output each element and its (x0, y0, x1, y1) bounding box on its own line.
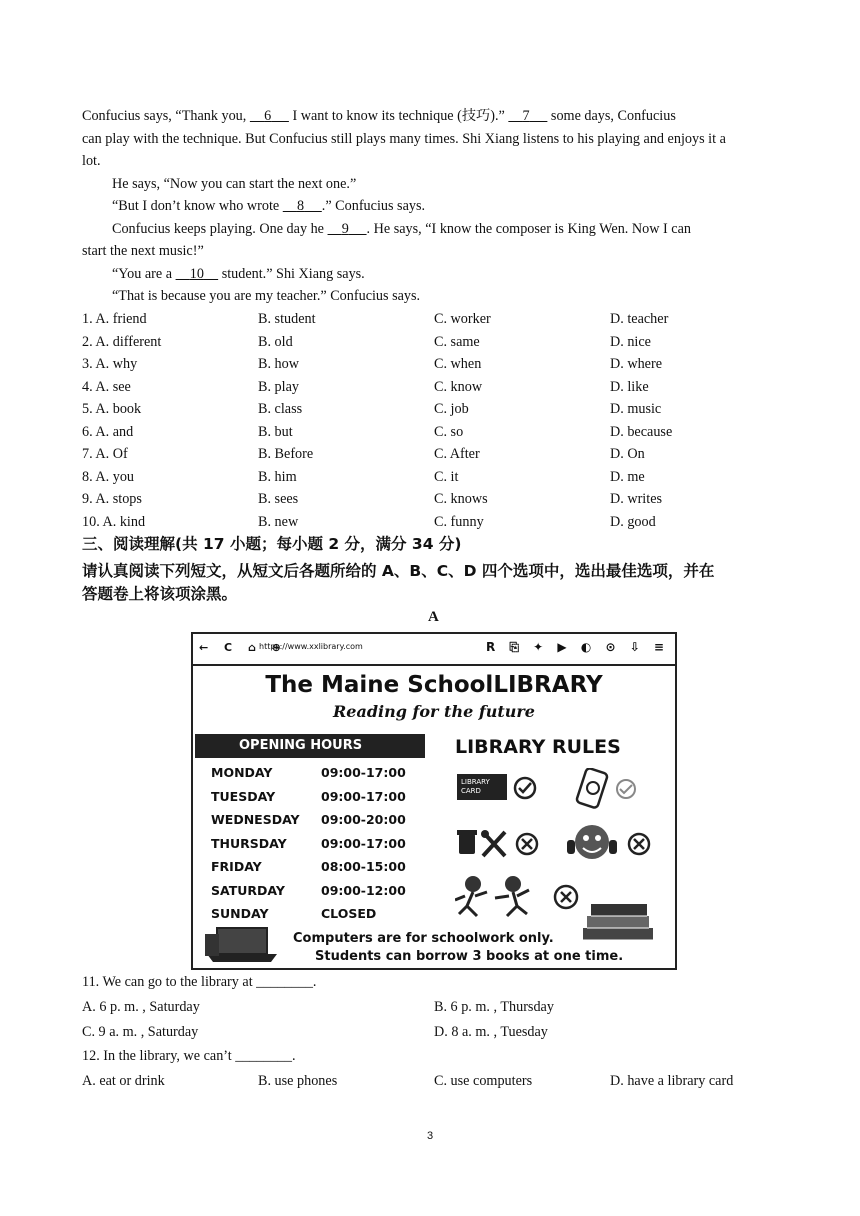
library-title: The Maine SchoolLIBRARY (265, 672, 603, 698)
library-rules-heading: LIBRARY RULES (455, 736, 621, 758)
hours-row (211, 883, 431, 907)
cross-icon (553, 884, 579, 910)
option-d[interactable]: D. nice (610, 333, 651, 350)
option-d[interactable]: D. where (610, 356, 662, 372)
browser-toolbar-icons: R ⎘ ✦ ▶ ◐ ⊙ ⇩ ≡ (485, 640, 669, 654)
blank-7: 7 (522, 108, 530, 124)
option-c[interactable]: C. After (434, 446, 480, 462)
option-d[interactable]: D. because (610, 423, 673, 440)
option-d[interactable]: D. good (610, 513, 656, 530)
headphones-icon (563, 822, 621, 862)
hours-row (211, 812, 431, 836)
cloze-option-row (82, 378, 772, 396)
option-c[interactable]: C. so (434, 423, 464, 440)
opening-hours-list (211, 765, 431, 930)
passage-line-8: “You are a 10 student.” Shi Xiang says. (112, 266, 365, 282)
passage-line-3: lot. (82, 153, 101, 169)
passage-line-6: Confucius keeps playing. One day he 9 . He says, “I know the composer is King Wen. Now I can (112, 221, 691, 237)
rules-icons (455, 774, 665, 934)
hours-time: 08:00-15:00 (321, 859, 406, 874)
option-a[interactable]: 3. A. why (82, 356, 138, 372)
passage-line-9: “That is because you are my teacher.” Confucius says. (112, 288, 421, 304)
cloze-option-row (82, 513, 772, 531)
option-b[interactable]: B. play (258, 378, 299, 395)
browser-bar (193, 634, 675, 666)
option-c[interactable]: C. 9 a. m. , Saturday (82, 1024, 199, 1040)
option-c[interactable]: C. job (434, 401, 469, 417)
option-a[interactable]: 4. A. see (82, 378, 131, 395)
option-d[interactable]: D. me (610, 468, 645, 485)
passage-line-7: start the next music!” (82, 243, 204, 259)
option-d[interactable]: D. 8 a. m. , Tuesday (434, 1024, 548, 1040)
section-instruction-2: 答题卷上将该项涂黑。 (82, 585, 238, 603)
option-b[interactable]: B. him (258, 468, 297, 485)
option-c[interactable]: C. knows (434, 491, 488, 507)
check-icon (513, 776, 537, 800)
option-b[interactable]: B. student (258, 311, 316, 327)
option-d[interactable]: D. music (610, 401, 662, 417)
passage-line-2: can play with the technique. But Confucius still plays many times. Shi Xiang listens to his playing and enjoys it a (82, 131, 726, 147)
question-12: 12. In the library, we can’t ________. (82, 1048, 296, 1064)
cloze-option-row (82, 445, 772, 463)
library-footer (293, 930, 623, 966)
footer-line-2: Students can borrow 3 books at one time. (315, 949, 624, 964)
hours-time: 09:00-17:00 (321, 788, 406, 804)
browser-nav-icons: ← C ⌂ ⊕ (199, 641, 287, 654)
option-b[interactable]: B. how (258, 356, 299, 372)
opening-hours-heading: OPENING HOURS (195, 734, 425, 758)
option-a[interactable]: A. eat or drink (82, 1073, 165, 1089)
running-kids-icon (455, 874, 545, 920)
cloze-option-row (82, 490, 772, 508)
question-11: 11. We can go to the library at ________. (82, 974, 317, 990)
cloze-option-row (82, 333, 772, 351)
hours-row (211, 789, 431, 813)
option-b[interactable]: B. sees (258, 491, 299, 507)
check-icon (615, 778, 637, 800)
passage-text: Confucius says, “Thank you, (82, 108, 250, 124)
option-c[interactable]: C. when (434, 356, 482, 372)
hours-time: 09:00-12:00 (321, 882, 406, 898)
option-c[interactable]: C. worker (434, 311, 491, 327)
cross-icon (515, 832, 539, 856)
food-drink-icon (457, 828, 513, 858)
hours-day: TUESDAY (211, 788, 276, 804)
library-card-icon: LIBRARY CARD (457, 774, 507, 800)
library-subtitle: Reading for the future (333, 702, 535, 721)
hours-day: SATURDAY (211, 882, 285, 898)
option-b[interactable]: B. class (258, 401, 303, 417)
option-a[interactable]: 5. A. book (82, 401, 142, 417)
passage-line-4: He says, “Now you can start the next one.” (112, 176, 357, 192)
hours-time: 09:00-17:00 (321, 835, 406, 851)
option-d[interactable]: D. On (610, 446, 645, 462)
cloze-option-row (82, 310, 772, 328)
page-number: 3 (426, 1130, 434, 1142)
hours-day: FRIDAY (211, 859, 262, 874)
option-b[interactable]: B. Before (258, 446, 314, 462)
passage-line-1 (82, 107, 676, 125)
option-a[interactable]: A. 6 p. m. , Saturday (82, 999, 200, 1015)
option-b[interactable]: B. new (258, 513, 299, 530)
option-c[interactable]: C. funny (434, 513, 484, 530)
question-12-options (82, 1072, 772, 1090)
hours-time: 09:00-20:00 (321, 812, 406, 827)
cloze-option-row (82, 468, 772, 486)
hours-time: CLOSED (321, 906, 377, 921)
option-c[interactable]: C. same (434, 333, 480, 350)
option-c[interactable]: C. know (434, 378, 483, 395)
library-poster-image (191, 632, 677, 970)
option-a[interactable]: 7. A. Of (82, 446, 128, 462)
passage-line-5: “But I don’t know who wrote 8 .” Confucius says. (112, 198, 426, 214)
option-a[interactable]: 10. A. kind (82, 513, 146, 530)
footer-line-1: Computers are for schoolwork only. (293, 931, 554, 946)
option-a[interactable]: 1. A. friend (82, 311, 147, 327)
option-d[interactable]: D. teacher (610, 311, 669, 327)
section-instruction-1: 请认真阅读下列短文，从短文后各题所给的 A、B、C、D 四个选项中，选出最佳选项，并在 (82, 562, 715, 580)
blank-10: 10 (189, 266, 204, 282)
question-11-options-row-2 (82, 1023, 772, 1041)
blank-8: 8 (296, 198, 305, 214)
hours-day: SUNDAY (211, 906, 269, 921)
phone-icon (573, 768, 613, 810)
option-d[interactable]: D. writes (610, 491, 663, 507)
cloze-option-row (82, 423, 772, 441)
option-b[interactable]: B. old (258, 333, 293, 350)
option-a[interactable]: 2. A. different (82, 333, 162, 350)
cloze-option-row (82, 355, 772, 373)
option-a[interactable]: 9. A. stops (82, 491, 142, 507)
hours-time: 09:00-17:00 (321, 765, 406, 780)
option-b[interactable]: B. use phones (258, 1073, 338, 1089)
hours-row (211, 836, 431, 860)
option-b[interactable]: B. 6 p. m. , Thursday (434, 999, 554, 1015)
hours-row (211, 859, 431, 883)
option-a[interactable]: 8. A. you (82, 468, 135, 485)
option-a[interactable]: 6. A. and (82, 423, 134, 440)
blank-9: 9 (341, 221, 349, 237)
passage-text: I want to know its technique (技巧).” (288, 108, 509, 124)
section-heading: 三、阅读理解(共 17 小题；每小题 2 分，满分 34 分) (82, 535, 462, 553)
passage-text: some days, Confucius (547, 108, 676, 124)
passage-label: A (428, 609, 439, 625)
option-d[interactable]: D. like (610, 378, 649, 395)
option-d[interactable]: D. have a library card (610, 1073, 734, 1089)
option-c[interactable]: C. it (434, 468, 459, 485)
hours-day: WEDNESDAY (211, 812, 300, 827)
option-b[interactable]: B. but (258, 423, 293, 440)
cloze-option-row (82, 400, 772, 418)
question-11-options-row-1 (82, 998, 772, 1016)
hours-day: MONDAY (211, 765, 273, 780)
option-c[interactable]: C. use computers (434, 1073, 533, 1089)
browser-url: https://www.xxlibrary.com (259, 642, 363, 651)
cross-icon (627, 832, 651, 856)
hours-row (211, 765, 431, 789)
laptop-icon (203, 924, 283, 964)
blank-6: 6 (264, 108, 272, 124)
hours-day: THURSDAY (211, 835, 287, 851)
